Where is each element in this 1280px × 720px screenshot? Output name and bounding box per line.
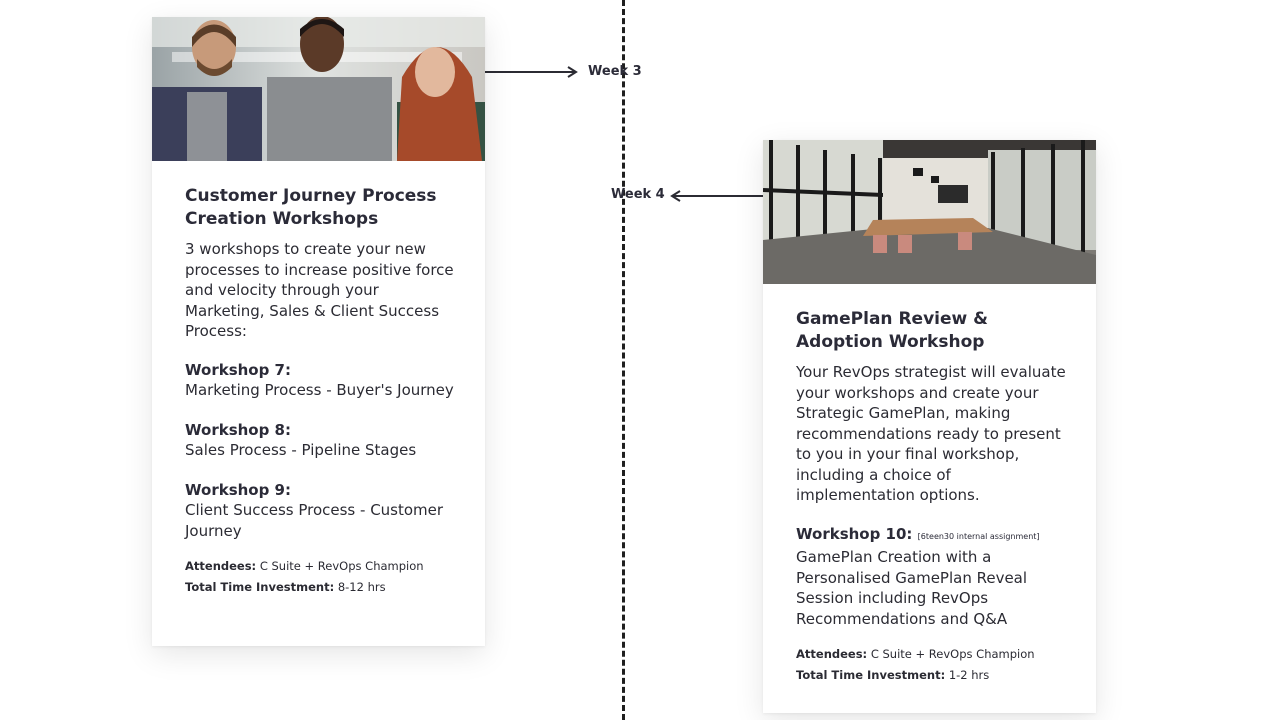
workshop-item [185, 480, 463, 542]
workshop-label: Workshop 9: [185, 480, 291, 499]
week-4-label: Week 4 [611, 187, 665, 202]
workshop-label: Workshop 7: [185, 360, 291, 379]
workshop-item [796, 524, 1074, 630]
card-description: 3 workshops to create your new processes to increase positive force and velocity through your Marketing, Sales & Client Success Process: [185, 240, 454, 340]
time-investment-value: 8-12 hrs [337, 579, 386, 594]
attendees-line [796, 644, 1074, 665]
arrow-left-icon [669, 188, 764, 204]
workshop-label-line [796, 524, 1074, 548]
timeline-dashed-line [622, 0, 625, 720]
workshop-note: [6teen30 internal assignment] [917, 531, 1040, 541]
workshop-label: Workshop 10: [796, 524, 913, 543]
time-investment-label: Total Time Investment: [185, 579, 335, 594]
workshop-text: GamePlan Creation with a Personalised GamePlan Reveal Session including RevOps Recommendations and Q&A [796, 548, 1028, 628]
workshop-text: Client Success Process - Customer Journey [185, 501, 444, 540]
workshop-text: Sales Process - Pipeline Stages [185, 441, 417, 459]
time-investment-line [796, 665, 1074, 686]
card-body [185, 185, 463, 597]
attendees-label: Attendees: [185, 559, 257, 573]
workshop-item [185, 420, 463, 461]
workshop-label: Workshop 8: [185, 420, 291, 439]
office-photo [763, 140, 1096, 284]
time-investment-line [185, 577, 463, 598]
card-description: Your RevOps strategist will evaluate your workshops and create your Strategic GamePlan, making recommendations ready to present to you in your final workshop, including a choice of implementation options. [796, 363, 1066, 504]
team-photo [152, 17, 485, 161]
attendees-line [185, 556, 463, 577]
attendees-label: Attendees: [796, 647, 868, 661]
time-investment-value: 1-2 hrs [948, 667, 990, 682]
week-3-label: Week 3 [588, 64, 642, 79]
attendees-value: C Suite + RevOps Champion [870, 647, 1035, 661]
card-title: GamePlan Review & Adoption Workshop [796, 309, 988, 352]
attendees-value: C Suite + RevOps Champion [259, 559, 424, 573]
workshop-card-customer-journey [152, 17, 485, 646]
workshop-card-gameplan-review [763, 140, 1096, 713]
workshop-text: Marketing Process - Buyer's Journey [185, 381, 454, 399]
workshop-item [185, 360, 463, 401]
card-body [796, 308, 1074, 685]
card-title: Customer Journey Process Creation Workshops [185, 186, 437, 229]
arrow-right-icon [485, 64, 580, 80]
time-investment-label: Total Time Investment: [796, 667, 946, 682]
